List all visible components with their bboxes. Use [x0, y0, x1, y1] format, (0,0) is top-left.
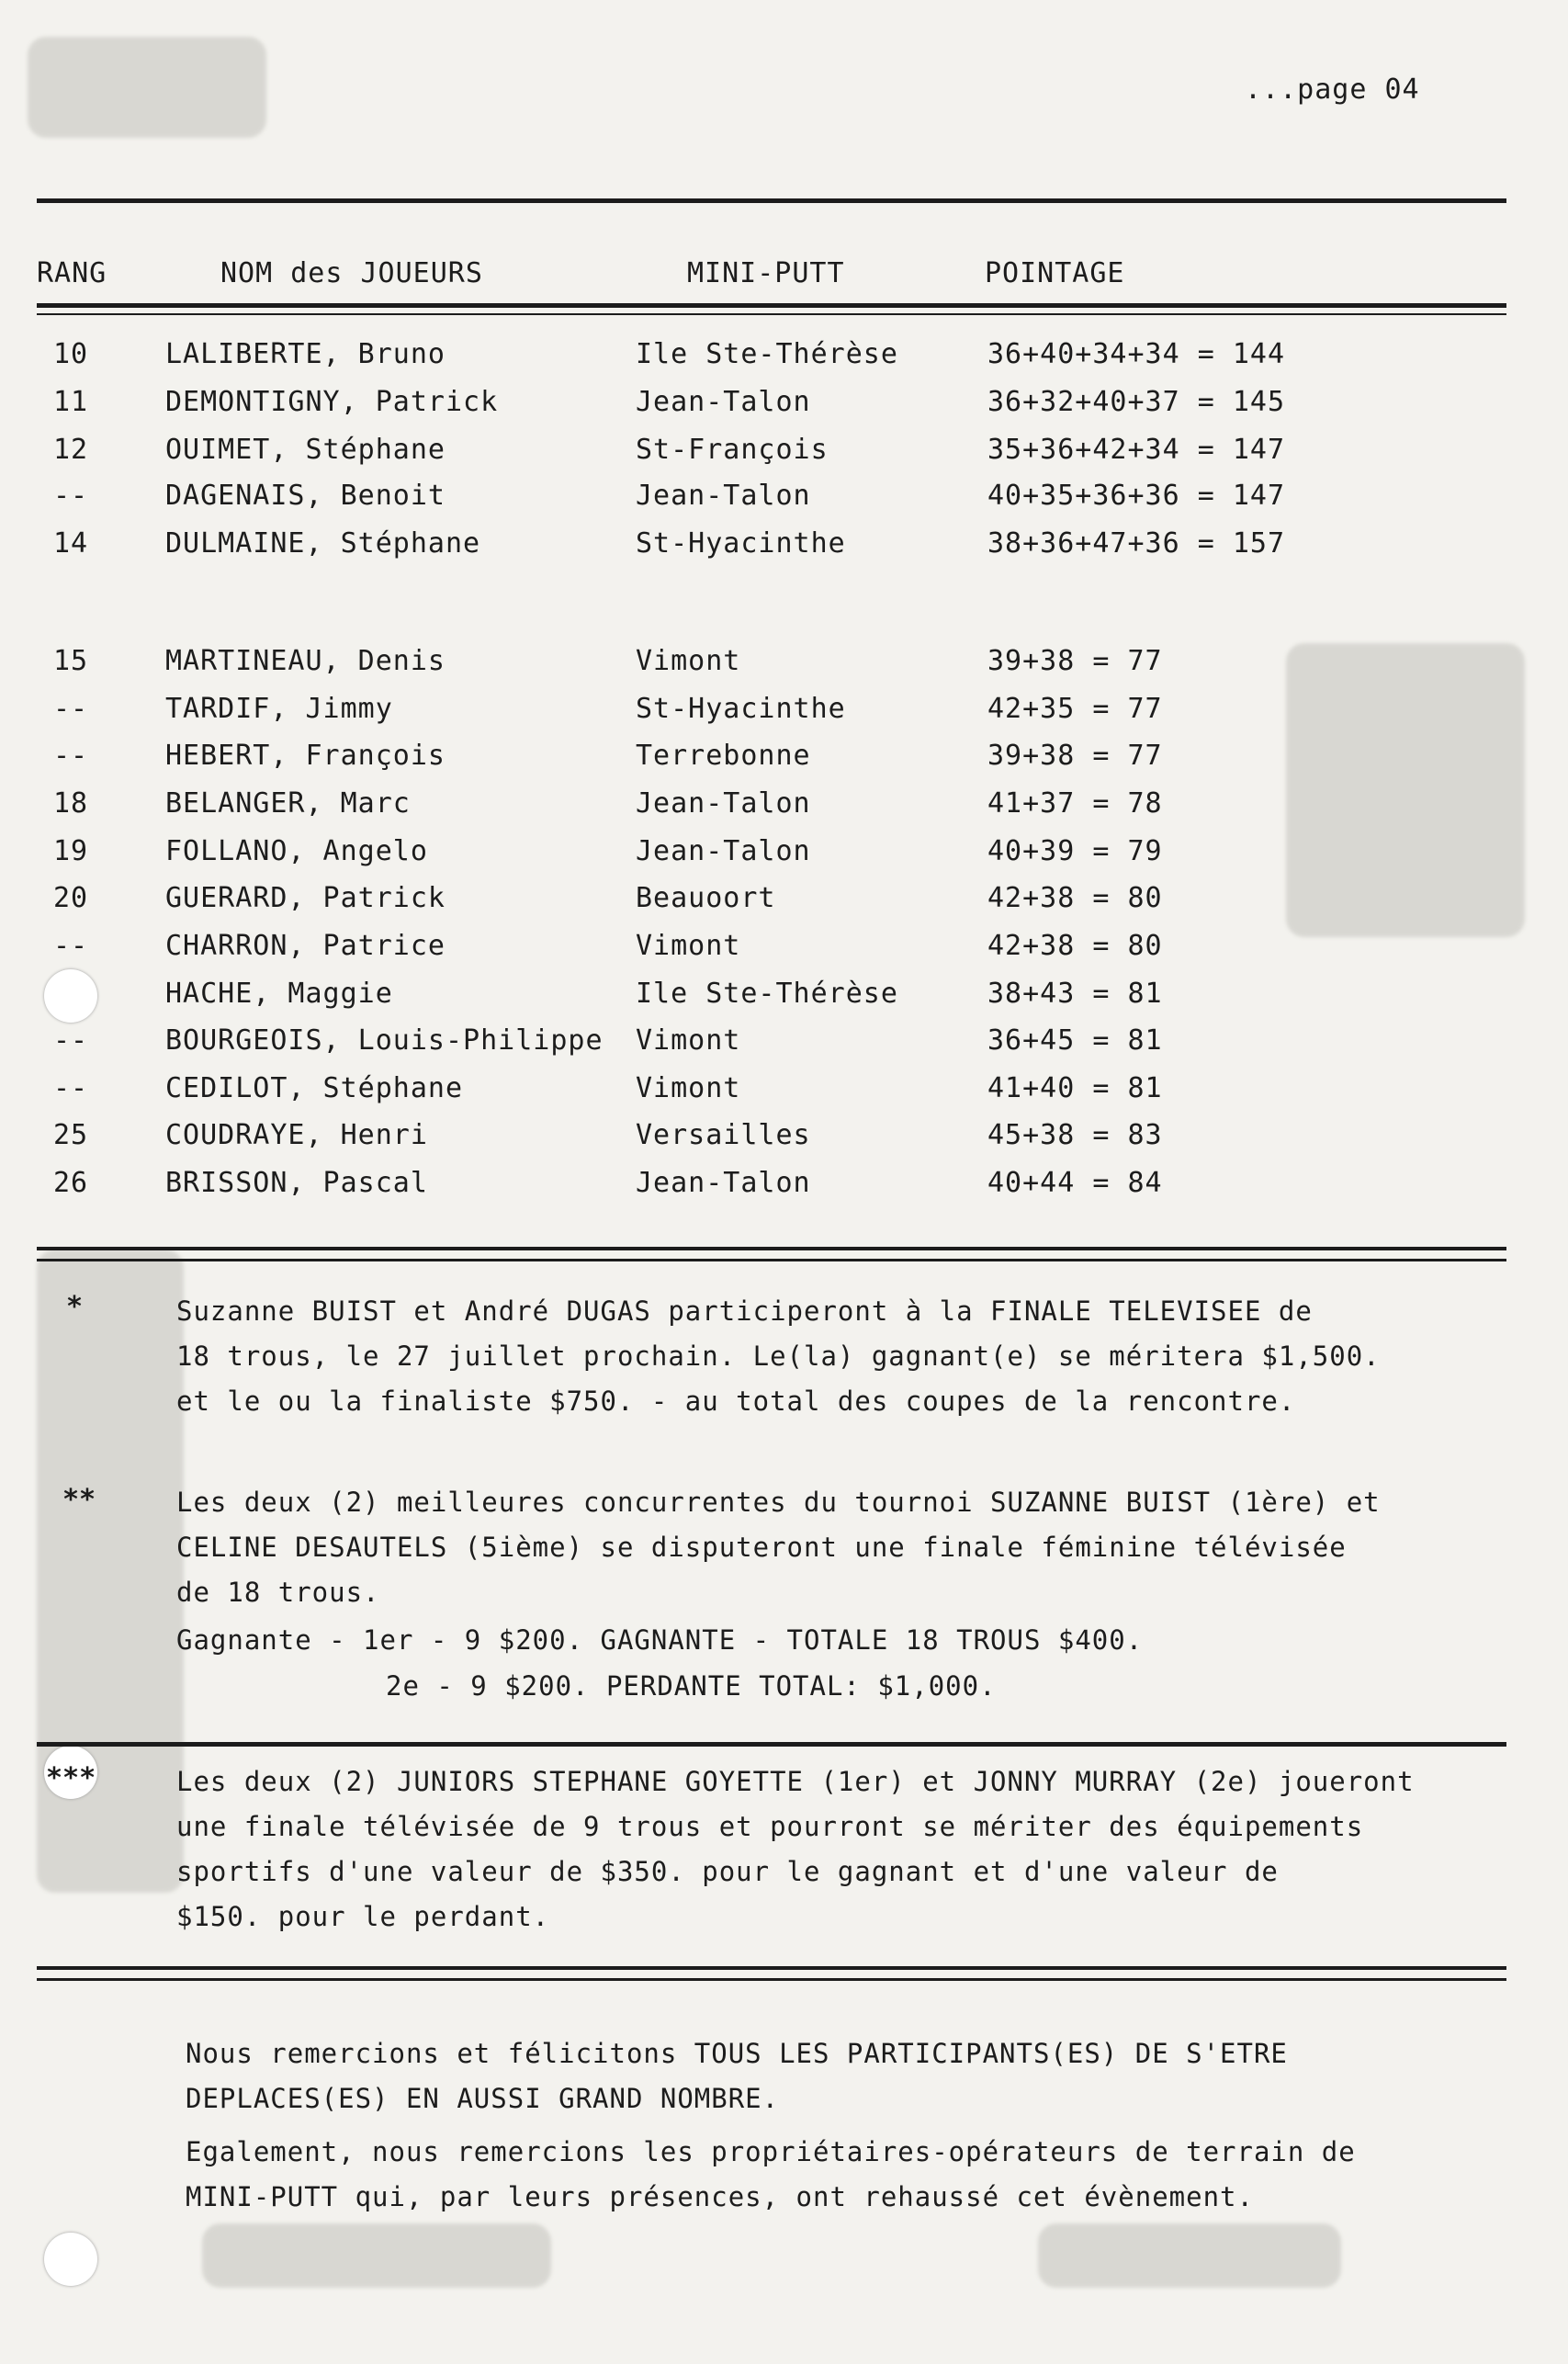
header-rank: RANG [37, 257, 107, 289]
player-name: DULMAINE, Stéphane [165, 527, 481, 560]
table-row [0, 693, 1568, 739]
footnote-marker: * [66, 1291, 84, 1323]
rank-cell: 25 [53, 1119, 89, 1151]
rank-cell: 26 [53, 1167, 89, 1199]
table-row [0, 740, 1568, 786]
header-club: MINI-PUTT [687, 257, 845, 289]
table-row [0, 1119, 1568, 1165]
player-name: BOURGEOIS, Louis-Philippe [165, 1024, 604, 1057]
player-name: TARDIF, Jimmy [165, 693, 393, 725]
score-cell: 40+39 = 79 [987, 835, 1163, 867]
rank-cell: 12 [53, 434, 89, 466]
table-row [0, 1167, 1568, 1213]
player-name: BELANGER, Marc [165, 787, 411, 820]
scan-smudge [202, 2223, 551, 2288]
rank-cell: -- [53, 930, 89, 962]
score-cell: 36+45 = 81 [987, 1024, 1163, 1057]
note-line: CELINE DESAUTELS (5ième) se disputeront une finale féminine télévisée [176, 1532, 1347, 1563]
rank-cell: -- [53, 1024, 89, 1057]
club-cell: Vimont [636, 930, 741, 962]
score-cell: 40+44 = 84 [987, 1167, 1163, 1199]
club-cell: Ile Ste-Thérèse [636, 978, 898, 1010]
club-cell: Beauoort [636, 882, 776, 914]
score-cell: 39+38 = 77 [987, 645, 1163, 677]
footnote-marker: ** [62, 1484, 96, 1516]
score-cell: 41+37 = 78 [987, 787, 1163, 820]
section-rule [37, 1742, 1506, 1747]
note-line: Les deux (2) meilleures concurrentes du tournoi SUZANNE BUIST (1ère) et [176, 1487, 1381, 1518]
note-line: $150. pour le perdant. [176, 1901, 550, 1932]
player-name: BRISSON, Pascal [165, 1167, 428, 1199]
rank-cell: -- [53, 1072, 89, 1104]
club-cell: St-Hyacinthe [636, 693, 846, 725]
footnote-marker: *** [46, 1762, 96, 1794]
club-cell: Vimont [636, 1072, 741, 1104]
club-cell: St-Hyacinthe [636, 527, 846, 560]
club-cell: Vimont [636, 645, 741, 677]
rank-cell: 20 [53, 882, 89, 914]
table-row [0, 1072, 1568, 1118]
player-name: OUIMET, Stéphane [165, 434, 446, 466]
header-rule-thin [37, 313, 1506, 315]
section-rule [37, 1259, 1506, 1261]
table-row [0, 386, 1568, 432]
club-cell: Jean-Talon [636, 787, 811, 820]
player-name: DEMONTIGNY, Patrick [165, 386, 499, 418]
player-name: CHARRON, Patrice [165, 930, 446, 962]
table-row [0, 527, 1568, 573]
rank-cell: 18 [53, 787, 89, 820]
rank-cell: 19 [53, 835, 89, 867]
table-row [0, 930, 1568, 976]
player-name: DAGENAIS, Benoit [165, 480, 446, 512]
note-line: sportifs d'une valeur de $350. pour le gagnant et d'une valeur de [176, 1856, 1279, 1887]
club-cell: Versailles [636, 1119, 811, 1151]
score-cell: 39+38 = 77 [987, 740, 1163, 772]
page-number: ...page 04 [1245, 74, 1420, 106]
player-name: HACHE, Maggie [165, 978, 393, 1010]
score-cell: 45+38 = 83 [987, 1119, 1163, 1151]
table-row [0, 645, 1568, 691]
table-row [0, 338, 1568, 384]
score-cell: 41+40 = 81 [987, 1072, 1163, 1104]
table-row [0, 835, 1568, 881]
rank-cell: 10 [53, 338, 89, 370]
club-cell: Jean-Talon [636, 480, 811, 512]
score-cell: 42+38 = 80 [987, 930, 1163, 962]
scan-smudge [28, 37, 266, 138]
binder-hole [44, 2233, 97, 2286]
section-rule [37, 1966, 1506, 1970]
note-line: 18 trous, le 27 juillet prochain. Le(la) gagnant(e) se méritera $1,500. [176, 1340, 1381, 1372]
club-cell: Terrebonne [636, 740, 811, 772]
rank-cell: 15 [53, 645, 89, 677]
club-cell: Jean-Talon [636, 835, 811, 867]
score-cell: 42+38 = 80 [987, 882, 1163, 914]
score-cell: 42+35 = 77 [987, 693, 1163, 725]
header-score: POINTAGE [985, 257, 1125, 289]
section-rule [37, 1247, 1506, 1250]
closing-line: MINI-PUTT qui, par leurs présences, ont rehaussé cet évènement. [186, 2181, 1254, 2212]
club-cell: Vimont [636, 1024, 741, 1057]
player-name: COUDRAYE, Henri [165, 1119, 428, 1151]
table-row [0, 978, 1568, 1024]
score-cell: 38+43 = 81 [987, 978, 1163, 1010]
score-cell: 36+40+34+34 = 144 [987, 338, 1286, 370]
table-row [0, 434, 1568, 480]
player-name: MARTINEAU, Denis [165, 645, 446, 677]
table-row [0, 882, 1568, 928]
note-line: Suzanne BUIST et André DUGAS participeront à la FINALE TELEVISEE de [176, 1295, 1313, 1327]
club-cell: St-François [636, 434, 829, 466]
note-line: et le ou la finaliste $750. - au total des coupes de la rencontre. [176, 1386, 1296, 1417]
table-row [0, 787, 1568, 833]
note-line: de 18 trous. [176, 1577, 380, 1608]
player-name: HEBERT, François [165, 740, 446, 772]
note-line: Les deux (2) JUNIORS STEPHANE GOYETTE (1er) et JONNY MURRAY (2e) joueront [176, 1766, 1415, 1797]
top-rule [37, 198, 1506, 203]
player-name: FOLLANO, Angelo [165, 835, 428, 867]
score-cell: 38+36+47+36 = 157 [987, 527, 1286, 560]
rank-cell: -- [53, 740, 89, 772]
rank-cell: -- [53, 480, 89, 512]
player-name: CEDILOT, Stéphane [165, 1072, 464, 1104]
closing-line: Egalement, nous remercions les propriétaires-opérateurs de terrain de [186, 2136, 1356, 2167]
table-row [0, 480, 1568, 526]
score-cell: 35+36+42+34 = 147 [987, 434, 1286, 466]
note-line: une finale télévisée de 9 trous et pourront se mériter des équipements [176, 1811, 1364, 1842]
score-cell: 40+35+36+36 = 147 [987, 480, 1286, 512]
club-cell: Jean-Talon [636, 386, 811, 418]
header-name: NOM des JOUEURS [220, 257, 483, 289]
scan-smudge [1038, 2223, 1341, 2288]
section-rule [37, 1978, 1506, 1981]
closing-line: DEPLACES(ES) EN AUSSI GRAND NOMBRE. [186, 2083, 780, 2114]
rank-cell: 14 [53, 527, 89, 560]
rank-cell: -- [53, 693, 89, 725]
score-cell: 36+32+40+37 = 145 [987, 386, 1286, 418]
club-cell: Ile Ste-Thérèse [636, 338, 898, 370]
table-row [0, 1024, 1568, 1070]
closing-line: Nous remercions et félicitons TOUS LES PARTICIPANTS(ES) DE S'ETRE [186, 2038, 1288, 2069]
club-cell: Jean-Talon [636, 1167, 811, 1199]
player-name: GUERARD, Patrick [165, 882, 446, 914]
header-rule [37, 303, 1506, 308]
rank-cell: 11 [53, 386, 89, 418]
prize-line: Gagnante - 1er - 9 $200. GAGNANTE - TOTALE 18 TROUS $400. [176, 1624, 1144, 1656]
player-name: LALIBERTE, Bruno [165, 338, 446, 370]
prize-line: 2e - 9 $200. PERDANTE TOTAL: $1,000. [386, 1670, 997, 1702]
